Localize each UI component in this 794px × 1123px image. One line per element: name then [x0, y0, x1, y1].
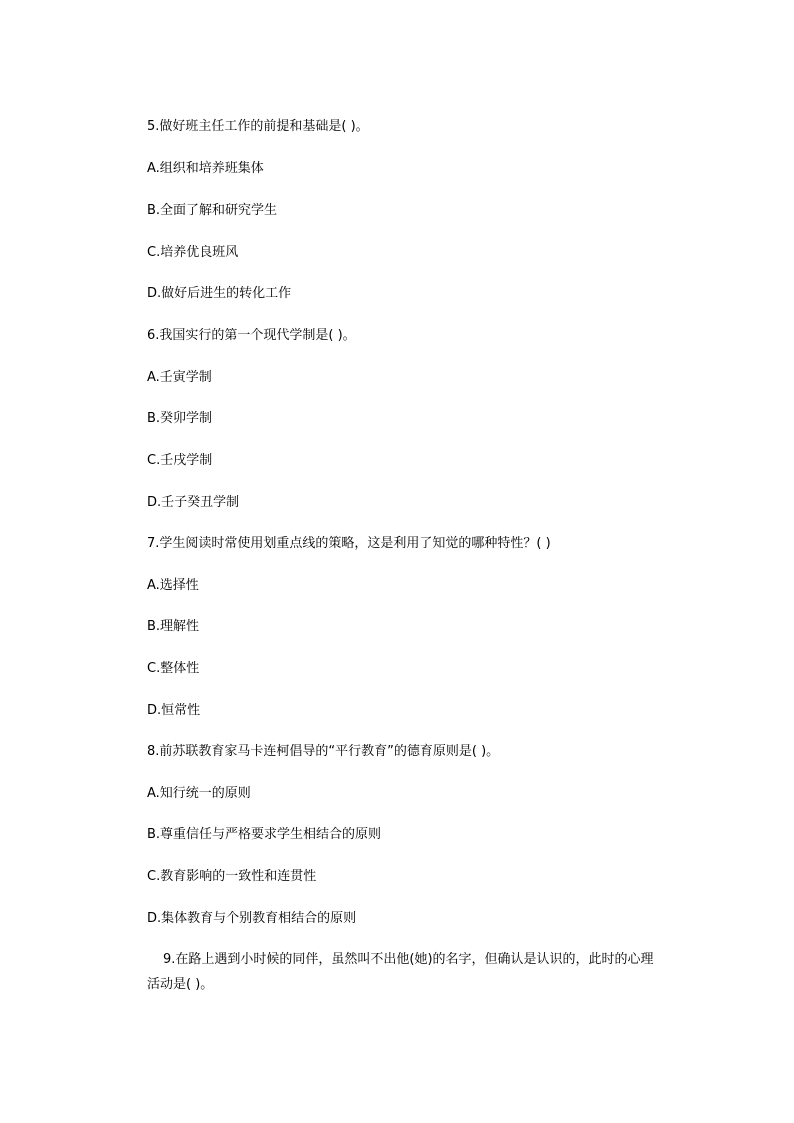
question-5-option-a: A.组织和培养班集体 [147, 161, 264, 176]
question-6-option-a: A.壬寅学制 [147, 370, 212, 385]
question-7-option-b: B.理解性 [147, 619, 200, 634]
question-6-stem: 6.我国实行的第一个现代学制是( )。 [147, 328, 356, 343]
question-8-option-b: B.尊重信任与严格要求学生相结合的原则 [147, 827, 382, 842]
question-5-stem: 5.做好班主任工作的前提和基础是( )。 [147, 119, 369, 134]
question-5-option-b: B.全面了解和研究学生 [147, 203, 278, 218]
question-7-option-d: D.恒常性 [147, 703, 201, 718]
question-8-option-d: D.集体教育与个别教育相结合的原则 [147, 911, 357, 926]
question-8-option-a: A.知行统一的原则 [147, 786, 251, 801]
question-9-stem: 9.在路上遇到小时候的同伴，虽然叫不出他(她)的名字，但确认是认识的，此时的心理活动是( )。 [147, 952, 654, 992]
question-6-option-d: D.壬子癸丑学制 [147, 495, 240, 510]
question-7-stem: 7.学生阅读时常使用划重点线的策略，这是利用了知觉的哪种特性？( ) [147, 536, 551, 551]
question-7-option-a: A.选择性 [147, 578, 199, 593]
question-6-option-c: C.壬戌学制 [147, 453, 213, 468]
question-6-option-b: B.癸卯学制 [147, 411, 213, 426]
question-8-option-c: C.教育影响的一致性和连贯性 [147, 869, 317, 884]
question-8-stem: 8.前苏联教育家马卡连柯倡导的“平行教育”的德育原则是( )。 [147, 744, 500, 759]
question-7-option-c: C.整体性 [147, 661, 200, 676]
question-5-option-d: D.做好后进生的转化工作 [147, 286, 292, 301]
question-5-option-c: C.培养优良班风 [147, 245, 239, 260]
